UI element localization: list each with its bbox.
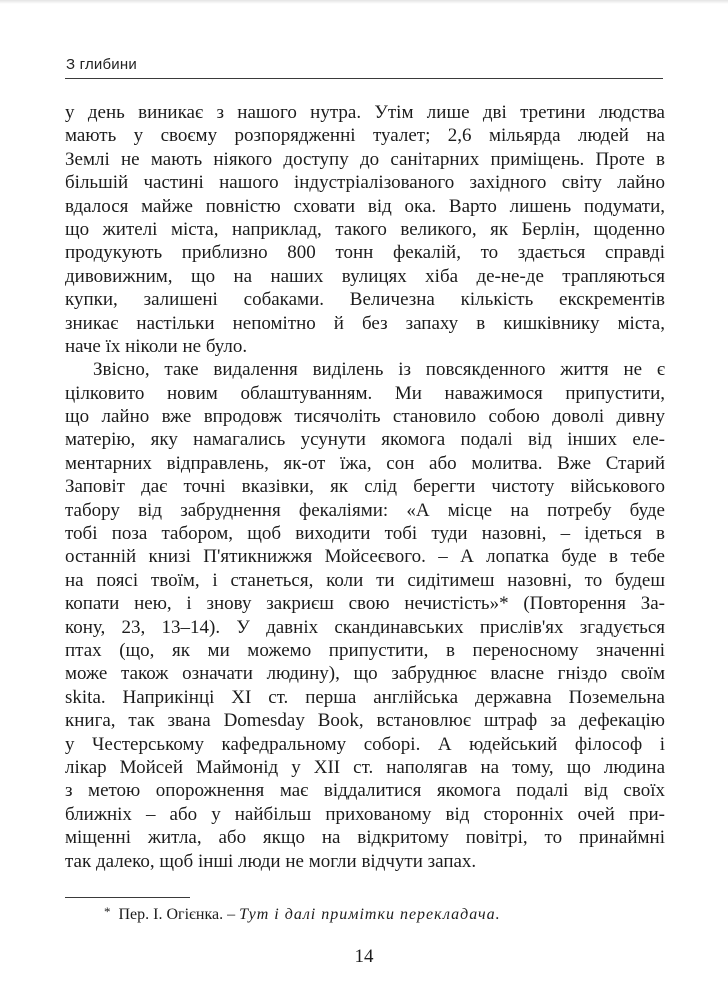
footnote-marker: * [104,904,111,919]
text-line: ментарних відправлень, як-от їжа, сон або молитва. Вже Старий [65,452,665,474]
text-line: Землі не мають ніякого доступу до санітарних приміщень. Проте в [65,148,665,170]
text-line: що жителі міста, наприклад, такого великого, як Берлін, щоденно [65,218,665,240]
text-line: вдалося майже повністю сховати від ока. Варто лишень подумати, [65,195,665,217]
text-line: міщенні житла, або якщо на відкритому повітрі, то принаймні [65,827,665,849]
text-line: мають у своєму розпорядженні туалет; 2,6 мільярда людей на [65,125,665,147]
text-line: Звісно, таке видалення виділень із повсякденного життя не є [93,359,665,381]
running-header: З глибини [66,56,137,73]
scan-top-edge [0,0,728,4]
text-line: ближніх – або у найбільш прихованому від сторонніх очей при- [65,803,665,825]
text-line: що лайно вже впродовж тисячоліть становило собою доволі дивну [65,406,665,428]
text-line: останній книзі П'ятикнижжя Мойсеєвого. – А лопатка буде в тебе [65,546,665,568]
text-line: більшій частині нашого індустріалізованого західного світу лайно [65,172,665,194]
text-line: наче їх ніколи не було. [65,335,248,357]
header-rule [65,78,663,79]
text-line: з метою опорожнення має віддалитися якомога подалі від своїх [65,780,665,802]
text-line: матерію, яку намагались усунути якомога подалі від інших еле- [65,429,665,451]
text-line: так далеко, щоб інші люди не могли відчути запах. [65,850,477,872]
footnote-rule [65,897,190,898]
footnote [104,902,664,925]
text-line: Заповіт дає точні вказівки, як слід берегти чистоту військового [65,476,665,498]
text-line: skita. Наприкінці XI ст. перша англійська державна Поземельна [65,686,665,708]
text-line: табору від забруднення фекаліями: «А місце на потребу буде [65,499,665,521]
body-text [65,101,665,873]
text-line: купки, залишені собаками. Величезна кількість екскрементів [65,289,665,311]
text-line: у день виникає з нашого нутра. Утім лише дві третини людства [65,102,665,123]
text-line: зникає настільки непомітно й без запаху в кишківнику міста, [65,312,665,334]
page-number: 14 [354,946,374,967]
text-line: лікар Мойсей Маймонід у XII ст. наполягав на тому, що людина [65,756,665,778]
text-line: може також означати людину), що забруднює власне гніздо своїм [65,663,665,685]
text-line: на поясі твоїм, і станеться, коли ти сидітимеш назовні, то будеш [65,569,665,591]
footnote-note: Тут і далі примітки перекладача. [239,906,501,923]
text-line: тобі поза табором, щоб виходити тобі туди назовні, – ідеться в [65,523,665,545]
text-line: птах (що, як ми можемо припустити, в переносному значенні [65,639,665,661]
text-line: копати нею, і знову закриєш свою нечистість»* (Повторення За- [65,593,665,615]
paragraph [65,101,665,358]
text-line: продукують приблизно 800 тонн фекалій, то здається справді [65,242,665,264]
text-line: книга, так звана Domesday Book, встановлює штраф за дефекацію [65,710,665,732]
footnote-source: Пер. І. Огієнка. – [118,906,240,923]
text-line: дивовижним, що на наших вулицях хіба де-не-де трапляються [65,265,665,287]
text-line: кону, 23, 13–14). У давніх скандинавських прислів'ях згадується [65,616,665,638]
paragraph [65,358,665,873]
text-line: у Честерському кафедральному соборі. А юдейський філософ і [65,733,665,755]
text-line: цілковито новим облаштуванням. Ми наважимося припустити, [65,382,665,404]
